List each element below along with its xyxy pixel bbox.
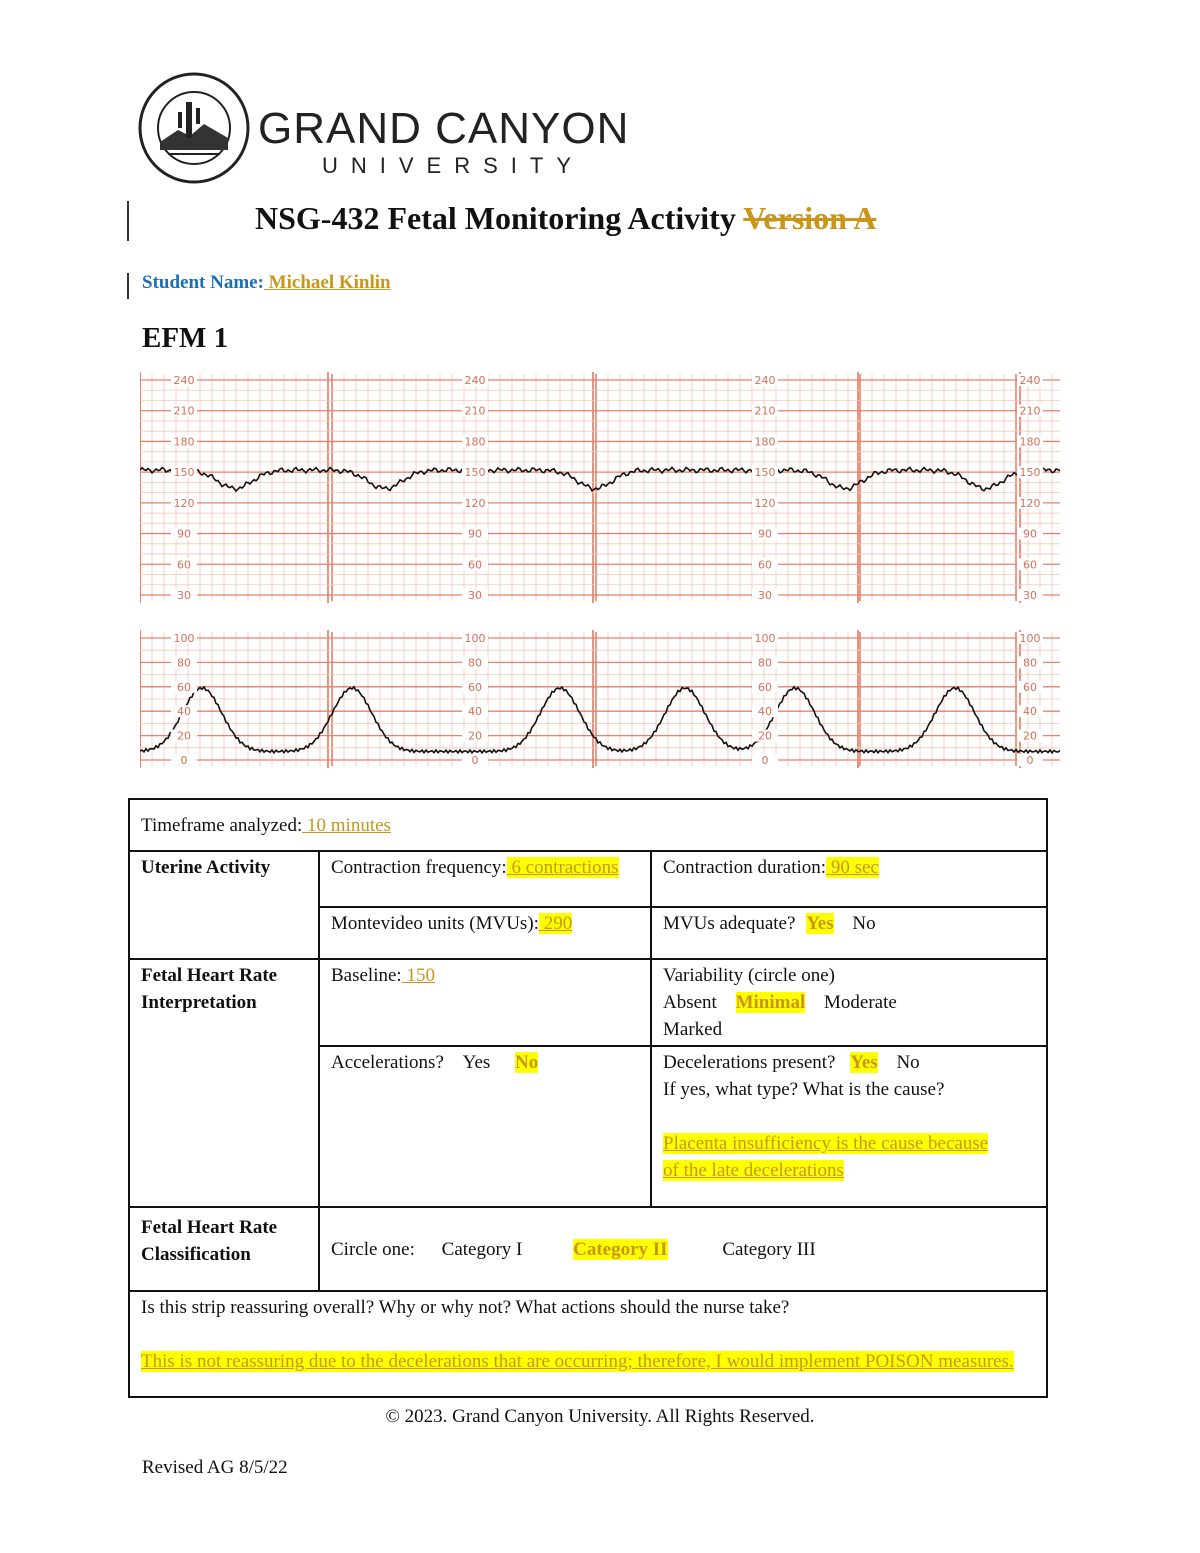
timeframe-value: 10 minutes [302, 815, 391, 836]
uc-tick-label: 0 [1026, 754, 1034, 767]
variability-marked: Marked [663, 1019, 723, 1040]
variability-minimal: Minimal [735, 992, 806, 1013]
timeframe-row [129, 799, 1047, 851]
university-seal-logo [138, 72, 250, 184]
accelerations-no: No [515, 1052, 539, 1073]
uc-tick-label: 40 [177, 705, 191, 719]
footer-revised: Revised AG 8/5/22 [142, 1457, 288, 1478]
timeframe-label: Timeframe analyzed: [141, 815, 303, 836]
fhr-tick-label: 210 [173, 404, 195, 418]
contraction-duration-cell [651, 851, 1047, 907]
variability-moderate: Moderate [824, 992, 897, 1013]
uc-tick-label: 100 [1019, 632, 1041, 645]
fhr-tick-label: 90 [1023, 527, 1037, 541]
fhr-tick-label: 30 [468, 589, 482, 602]
uc-tick-label: 100 [754, 632, 776, 645]
uc-tick-label: 80 [1023, 656, 1037, 670]
variability-cell [651, 959, 1047, 1046]
contraction-duration-value: 90 sec [826, 857, 879, 878]
accelerations-yes: Yes [462, 1052, 491, 1073]
fhr-tick-label: 30 [758, 589, 772, 602]
uc-tick-label: 20 [1023, 729, 1037, 743]
uc-tick-label: 40 [758, 705, 772, 719]
uc-tick-label: 80 [758, 656, 772, 670]
uc-tick-label: 60 [758, 680, 772, 694]
mvu-label: Montevideo units (MVUs): [331, 913, 539, 934]
classification-circle-label: Circle one: [331, 1238, 415, 1260]
fhr-classification-header: Fetal Heart Rate Classification [129, 1207, 319, 1291]
uc-tick-label: 40 [1023, 705, 1037, 719]
decelerations-answer: Placenta insufficiency is the cause because of the late decelerations [663, 1133, 989, 1181]
fhr-tick-label: 180 [1019, 435, 1041, 449]
fhr-tick-label: 150 [1019, 466, 1041, 480]
fhr-tick-label: 210 [1019, 404, 1041, 418]
category-3-option: Category III [722, 1238, 816, 1260]
accelerations-label: Accelerations? [331, 1052, 444, 1073]
fetal-monitoring-strip [140, 365, 1060, 775]
fhr-tick-label: 120 [1019, 496, 1041, 510]
fhr-tick-label: 240 [1019, 374, 1041, 387]
fhr-tick-label: 150 [754, 466, 776, 480]
fhr-tick-label: 60 [758, 558, 772, 572]
decelerations-no: No [896, 1052, 920, 1073]
uc-tick-label: 20 [177, 729, 191, 743]
category-1-option: Category I [441, 1238, 523, 1260]
decelerations-cell [651, 1046, 1047, 1207]
mvu-adequate-label: MVUs adequate? [663, 913, 796, 934]
fhr-tick-label: 90 [468, 527, 482, 541]
accelerations-cell [319, 1046, 651, 1207]
mvu-value: 290 [538, 913, 573, 934]
revision-change-bar [127, 201, 129, 241]
fhr-tick-label: 60 [177, 558, 191, 572]
student-name-value: Michael Kinlin [263, 272, 391, 293]
uc-tick-label: 0 [761, 754, 769, 767]
uc-tick-label: 60 [1023, 680, 1037, 694]
fhr-tick-label: 150 [464, 466, 486, 480]
baseline-cell [319, 959, 651, 1046]
uc-tick-label: 100 [173, 632, 195, 645]
logo-wordmark-line2: UNIVERSITY [322, 153, 585, 178]
contraction-frequency-label: Contraction frequency: [331, 857, 507, 878]
fhr-tick-label: 240 [464, 374, 486, 387]
uc-tick-label: 20 [468, 729, 482, 743]
title-version-struck: Version A [743, 200, 877, 236]
uc-tick-label: 80 [177, 656, 191, 670]
uc-tick-label: 60 [468, 680, 482, 694]
fhr-tick-label: 180 [464, 435, 486, 449]
document-title [255, 200, 876, 237]
uc-tick-label: 20 [758, 729, 772, 743]
fhr-tick-label: 90 [177, 527, 191, 541]
fhr-tick-label: 210 [464, 404, 486, 418]
uc-tick-label: 0 [180, 754, 188, 767]
decelerations-label: Decelerations present? [663, 1052, 836, 1073]
section-heading: EFM 1 [142, 322, 229, 354]
uc-tick-label: 100 [464, 632, 486, 645]
fhr-tick-label: 30 [177, 589, 191, 602]
reassuring-cell [129, 1291, 1047, 1397]
fhr-tick-label: 60 [468, 558, 482, 572]
fhr-trace-line [140, 467, 1060, 491]
baseline-label: Baseline: [331, 965, 402, 986]
variability-label: Variability (circle one) [663, 965, 835, 986]
strip-tick-labels [171, 374, 1043, 767]
fhr-tick-label: 30 [1023, 589, 1037, 602]
revision-change-bar [127, 273, 129, 299]
student-name-label: Student Name: [142, 272, 264, 293]
fhr-tick-label: 180 [173, 435, 195, 449]
uc-tick-label: 0 [471, 754, 479, 767]
uterine-activity-header: Uterine Activity [129, 851, 319, 959]
fhr-tick-label: 180 [754, 435, 776, 449]
category-2-option: Category II [573, 1238, 668, 1260]
uc-tick-label: 80 [468, 656, 482, 670]
fhr-tick-label: 60 [1023, 558, 1037, 572]
contraction-frequency-cell [319, 851, 651, 907]
classification-options-cell [319, 1207, 1047, 1291]
uc-trace-line [140, 687, 1060, 753]
mvu-adequate-no: No [852, 913, 876, 934]
reassuring-answer: This is not reassuring due to the decelerations that are occurring; therefore, I would implement POISON measures. [141, 1351, 1014, 1372]
mvu-cell [319, 907, 651, 959]
mvu-adequate-cell [651, 907, 1047, 959]
footer-copyright: © 2023. Grand Canyon University. All Rights Reserved. [385, 1406, 815, 1427]
reassuring-question: Is this strip reassuring overall? Why or why not? What actions should the nurse take? [141, 1297, 790, 1318]
logo-wordmark-line1: GRAND CANYON [258, 104, 630, 153]
fhr-tick-label: 120 [464, 496, 486, 510]
uc-grid [140, 630, 1060, 768]
fhr-tick-label: 240 [173, 374, 195, 387]
decelerations-question: If yes, what type? What is the cause? [663, 1079, 945, 1100]
fhr-tick-label: 90 [758, 527, 772, 541]
fhr-tick-label: 150 [173, 466, 195, 480]
fhr-tick-label: 240 [754, 374, 776, 387]
uc-tick-label: 60 [177, 680, 191, 694]
variability-absent: Absent [663, 992, 717, 1013]
title-text: NSG-432 Fetal Monitoring Activity [255, 200, 736, 236]
fhr-tick-label: 210 [754, 404, 776, 418]
fhr-tick-label: 120 [754, 496, 776, 510]
contraction-frequency-value: 6 contractions [506, 857, 619, 878]
student-name-line [142, 272, 391, 294]
fhr-interpretation-header: Fetal Heart Rate Interpretation [129, 959, 319, 1207]
contraction-duration-label: Contraction duration: [663, 857, 827, 878]
uc-tick-label: 40 [468, 705, 482, 719]
baseline-value: 150 [401, 965, 435, 986]
mvu-adequate-yes: Yes [806, 913, 834, 934]
efm-analysis-form [128, 798, 1048, 1398]
decelerations-yes: Yes [850, 1052, 878, 1073]
fhr-tick-label: 120 [173, 496, 195, 510]
